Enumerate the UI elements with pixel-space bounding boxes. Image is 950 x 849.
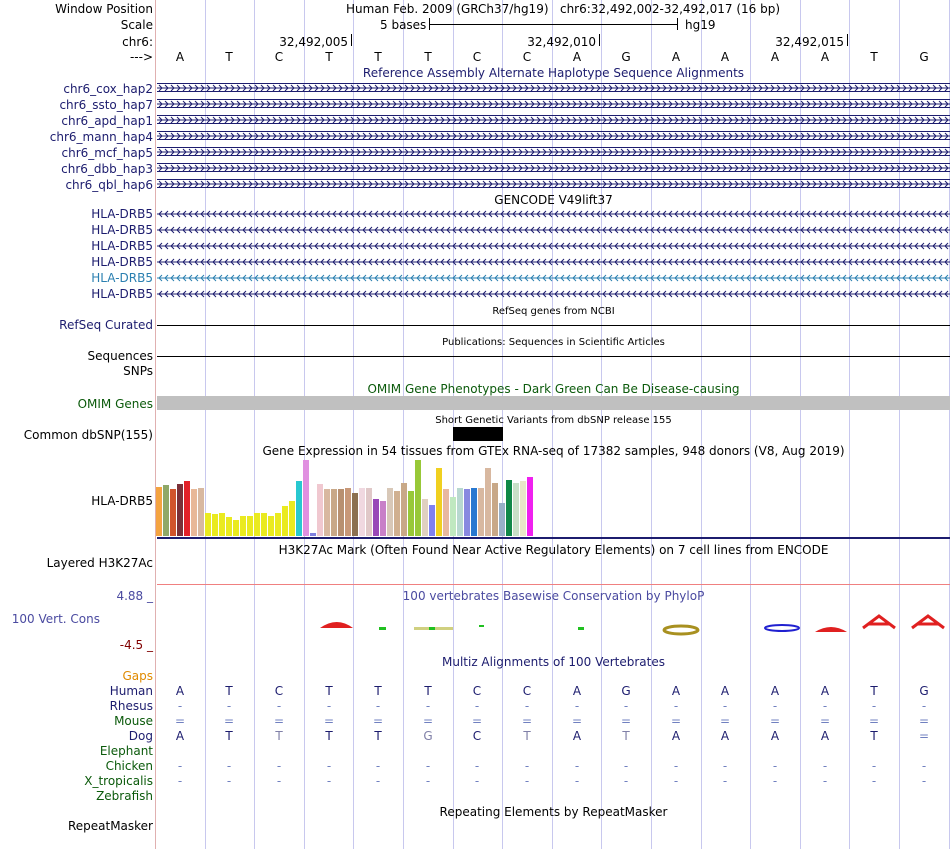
gtex-tissue-bar[interactable] (163, 485, 169, 536)
alignment-base: - (177, 699, 183, 713)
gtex-tissue-bar[interactable] (289, 501, 295, 536)
coordinate-tick (847, 34, 848, 46)
gtex-tissue-bar[interactable] (436, 468, 442, 536)
phylop-track-label[interactable]: 100 Vert. Cons (11, 612, 100, 626)
phylop-max-label: 4.88 _ (116, 589, 153, 603)
alignment-base: - (474, 759, 480, 773)
reference-base: A (820, 50, 830, 64)
gtex-tissue-bar[interactable] (401, 483, 407, 536)
reference-base: C (472, 50, 482, 64)
gtex-tissue-bar[interactable] (268, 516, 274, 536)
gtex-baseline (157, 537, 950, 539)
strand-label: ---> (129, 50, 153, 64)
alignment-base: - (226, 759, 232, 773)
species-label[interactable]: X_tropicalis (84, 774, 153, 788)
alignment-base: T (275, 729, 283, 743)
reference-base: C (522, 50, 532, 64)
alignment-base: - (921, 759, 927, 773)
alt-haplotype-block (157, 163, 950, 172)
gtex-tissue-bar[interactable] (240, 516, 246, 536)
alignment-base: - (326, 699, 332, 713)
reference-base: T (225, 50, 233, 64)
alignment-base: - (375, 774, 381, 788)
alignment-base: - (326, 759, 332, 773)
chrom-label: chr6: (122, 35, 153, 49)
gencode-transcript[interactable] (157, 290, 950, 298)
phylop-track-title[interactable]: 100 vertebrates Basewise Conservation by PhyloP (402, 589, 705, 603)
scale-bar (429, 24, 678, 25)
alt-haplotype-label[interactable]: chr6_qbl_hap6 (65, 178, 153, 192)
alt-haplotype-track-title[interactable]: Reference Assembly Alternate Haplotype Sequence Alignments (362, 66, 745, 80)
alignment-base: A (175, 729, 185, 743)
alignment-base: A (720, 684, 730, 698)
alignment-base: - (673, 699, 679, 713)
alignment-base: = (571, 714, 583, 728)
gencode-transcript[interactable] (157, 242, 950, 250)
gtex-tissue-bar[interactable] (359, 488, 365, 536)
alignment-base: - (722, 699, 728, 713)
phylop-min-label: -4.5 _ (119, 638, 153, 652)
alignment-base: A (671, 729, 681, 743)
gencode-gene-label[interactable]: HLA-DRB5 (91, 255, 153, 269)
gtex-tissue-bar[interactable] (394, 491, 400, 536)
gtex-tissue-bar[interactable] (387, 488, 393, 536)
alignment-base: - (276, 759, 282, 773)
alignment-base: = (918, 729, 930, 743)
gtex-tissue-bar[interactable] (527, 477, 533, 536)
phylop-a-glyph (815, 627, 847, 632)
gtex-tissue-bar[interactable] (205, 513, 211, 536)
gtex-tissue-bar[interactable] (184, 481, 190, 536)
gtex-tissue-bar[interactable] (310, 533, 316, 536)
multiz-track-title[interactable]: Multiz Alignments of 100 Vertebrates (441, 655, 666, 669)
species-label[interactable]: Dog (128, 729, 153, 743)
phylop-a-glyph (320, 622, 353, 628)
phylop-c-glyph (664, 626, 698, 634)
alignment-base: A (720, 729, 730, 743)
alignment-base: A (175, 684, 185, 698)
gtex-track-title[interactable]: Gene Expression in 54 tissues from GTEx RNA-seq of 17382 samples, 948 donors (V8, Aug 2019) (262, 444, 845, 458)
gtex-expression-chart[interactable] (156, 458, 536, 536)
gtex-tissue-bar[interactable] (177, 484, 183, 536)
phylop-t-glyph (578, 627, 584, 630)
phylop-a-glyph (912, 616, 944, 628)
gtex-tissue-bar[interactable] (520, 481, 526, 536)
coordinate-label: 32,492,015 (775, 35, 844, 49)
alignment-base: T (374, 684, 382, 698)
gencode-gene-label[interactable]: HLA-DRB5 (91, 207, 153, 221)
gtex-tissue-bar[interactable] (324, 489, 330, 536)
gencode-track-title[interactable]: GENCODE V49lift37 (494, 193, 613, 207)
gtex-tissue-bar[interactable] (506, 480, 512, 536)
alignment-base: T (424, 684, 432, 698)
alt-haplotype-block (157, 115, 950, 124)
gtex-tissue-bar[interactable] (429, 505, 435, 536)
alignment-base: - (722, 774, 728, 788)
alignment-base: - (574, 774, 580, 788)
alignment-base: - (474, 699, 480, 713)
alignment-base: - (226, 774, 232, 788)
reference-base: T (870, 50, 878, 64)
reference-base: C (274, 50, 284, 64)
gtex-tissue-bar[interactable] (380, 501, 386, 536)
alignment-base: = (819, 714, 831, 728)
alignment-base: - (425, 699, 431, 713)
scale-bar-right-tick (677, 18, 678, 30)
gtex-tissue-bar[interactable] (443, 489, 449, 536)
alignment-base: - (574, 699, 580, 713)
gtex-tissue-bar[interactable] (485, 468, 491, 536)
coordinate-tick (599, 34, 600, 46)
alignment-base: - (822, 759, 828, 773)
snps-label[interactable]: SNPs (123, 364, 153, 378)
gtex-tissue-bar[interactable] (317, 484, 323, 536)
alignment-base: T (870, 729, 878, 743)
alignment-base: A (770, 684, 780, 698)
gtex-tissue-bar[interactable] (478, 488, 484, 536)
scale-label: Scale (120, 18, 153, 32)
repeatmasker-track-title[interactable]: Repeating Elements by RepeatMasker (439, 805, 668, 819)
gtex-tissue-bar[interactable] (408, 491, 414, 536)
repeatmasker-track-label[interactable]: RepeatMasker (67, 819, 153, 833)
alignment-base: = (719, 714, 731, 728)
alignment-base: - (772, 699, 778, 713)
alignment-base: - (524, 759, 530, 773)
alignment-base: = (868, 714, 880, 728)
alignment-base: - (871, 759, 877, 773)
reference-base: A (671, 50, 681, 64)
coordinate-label: 32,492,005 (279, 35, 348, 49)
gtex-tissue-bar[interactable] (296, 481, 302, 536)
species-label[interactable]: Chicken (105, 759, 153, 773)
refseq-track-title[interactable]: RefSeq genes from NCBI (492, 306, 615, 317)
alignment-base: A (671, 684, 681, 698)
gtex-tissue-bar[interactable] (275, 513, 281, 536)
reference-base: T (325, 50, 333, 64)
alt-haplotype-label[interactable]: chr6_ssto_hap7 (59, 98, 153, 112)
refseq-track-line (157, 325, 950, 326)
species-label[interactable]: Mouse (114, 714, 153, 728)
dbsnp-track-label[interactable]: Common dbSNP(155) (23, 428, 153, 442)
omim-track-label[interactable]: OMIM Genes (77, 397, 153, 411)
alignment-base: = (918, 714, 930, 728)
publications-track-label[interactable]: Sequences (87, 349, 153, 363)
gtex-tissue-bar[interactable] (513, 483, 519, 536)
alignment-base: = (521, 714, 533, 728)
gencode-transcript[interactable] (157, 258, 950, 266)
gtex-tissue-bar[interactable] (499, 503, 505, 536)
gtex-tissue-bar[interactable] (226, 517, 232, 536)
alignment-base: = (471, 714, 483, 728)
alignment-base: - (921, 699, 927, 713)
alt-haplotype-block (157, 179, 950, 188)
gtex-tissue-bar[interactable] (422, 499, 428, 536)
gtex-gene-label[interactable]: HLA-DRB5 (91, 494, 153, 508)
alignment-base: - (921, 774, 927, 788)
alt-haplotype-label[interactable]: chr6_apd_hap1 (61, 114, 153, 128)
alignment-base: - (474, 774, 480, 788)
alignment-base: A (572, 729, 582, 743)
alignment-base: - (276, 774, 282, 788)
gencode-gene-label[interactable]: HLA-DRB5 (91, 287, 153, 301)
alignment-base: - (524, 699, 530, 713)
alt-haplotype-label[interactable]: chr6_mcf_hap5 (61, 146, 153, 160)
alt-haplotype-label[interactable]: chr6_mann_hap4 (49, 130, 153, 144)
reference-base: A (572, 50, 582, 64)
alignment-base: G (919, 684, 929, 698)
omim-track-title[interactable]: OMIM Gene Phenotypes - Dark Green Can Be Disease-causing (367, 382, 740, 396)
alignment-base: - (871, 774, 877, 788)
alignment-base: = (273, 714, 285, 728)
gtex-tissue-bar[interactable] (219, 513, 225, 536)
alignment-base: G (621, 684, 631, 698)
gtex-tissue-bar[interactable] (233, 520, 239, 536)
alignment-base: - (375, 759, 381, 773)
alignment-base: T (374, 729, 382, 743)
refseq-track-label[interactable]: RefSeq Curated (59, 318, 153, 332)
alignment-base: = (769, 714, 781, 728)
gtex-tissue-bar[interactable] (450, 497, 456, 536)
gtex-tissue-bar[interactable] (464, 489, 470, 536)
reference-base: A (175, 50, 185, 64)
alt-haplotype-block (157, 147, 950, 156)
alignment-base: = (372, 714, 384, 728)
db-label: hg19 (685, 18, 716, 32)
alignment-base: = (223, 714, 235, 728)
alignment-base: T (325, 684, 333, 698)
gtex-tissue-bar[interactable] (457, 488, 463, 536)
window-position-value: chr6:32,492,002-32,492,017 (16 bp) (559, 2, 781, 16)
alt-haplotype-block (157, 83, 950, 92)
alt-haplotype-block (157, 99, 950, 108)
alignment-base: - (623, 759, 629, 773)
gtex-tissue-bar[interactable] (282, 506, 288, 536)
alignment-base: C (472, 684, 482, 698)
reference-base: A (720, 50, 730, 64)
gaps-label[interactable]: Gaps (122, 669, 153, 683)
dbsnp-track-title[interactable]: Short Genetic Variants from dbSNP release 155 (435, 415, 672, 426)
alt-haplotype-label[interactable]: chr6_dbb_hap3 (61, 162, 153, 176)
gtex-tissue-bar[interactable] (331, 489, 337, 536)
reference-base: G (621, 50, 631, 64)
gtex-tissue-bar[interactable] (198, 488, 204, 536)
alignment-base: - (177, 774, 183, 788)
h3k27ac-track-label[interactable]: Layered H3K27Ac (46, 556, 153, 570)
alignment-base: - (623, 774, 629, 788)
species-label[interactable]: Zebrafish (96, 789, 153, 803)
alignment-base: - (276, 699, 282, 713)
gtex-tissue-bar[interactable] (212, 514, 218, 536)
alignment-base: A (820, 729, 830, 743)
window-position-label: Window Position (55, 2, 153, 16)
alignment-base: A (572, 684, 582, 698)
alignment-base: T (225, 729, 233, 743)
alignment-base: - (772, 774, 778, 788)
gtex-tissue-bar[interactable] (352, 493, 358, 536)
alignment-base: A (770, 729, 780, 743)
species-label[interactable]: Elephant (99, 744, 153, 758)
assembly-title (346, 2, 780, 16)
alignment-base: C (274, 684, 284, 698)
alignment-base: = (620, 714, 632, 728)
phylop-t-glyph (379, 627, 386, 630)
coordinate-tick (351, 34, 352, 46)
alignment-base: T (325, 729, 333, 743)
alignment-base: - (673, 759, 679, 773)
alignment-base: - (524, 774, 530, 788)
gtex-tissue-bar[interactable] (247, 516, 253, 536)
reference-base: T (424, 50, 432, 64)
coordinate-label: 32,492,010 (527, 35, 596, 49)
h3k27ac-track-title[interactable]: H3K27Ac Mark (Often Found Near Active Regulatory Elements) on 7 cell lines from ENCODE (278, 543, 829, 557)
phylop-t-glyph (479, 625, 484, 627)
alignment-base: = (323, 714, 335, 728)
species-label[interactable]: Human (109, 684, 153, 698)
gencode-transcript[interactable] (157, 226, 950, 234)
gencode-transcript[interactable] (157, 210, 950, 218)
alignment-base: T (523, 729, 531, 743)
alignment-base: T (622, 729, 630, 743)
phylop-g-glyph (765, 625, 799, 631)
publications-track-line (157, 356, 950, 357)
alignment-base: - (425, 774, 431, 788)
gtex-tissue-bar[interactable] (303, 460, 309, 536)
gtex-tissue-bar[interactable] (156, 487, 162, 536)
alt-haplotype-block (157, 131, 950, 140)
h3k27ac-signal-line (157, 584, 950, 585)
gtex-tissue-bar[interactable] (492, 483, 498, 536)
gtex-tissue-bar[interactable] (191, 489, 197, 536)
gencode-transcript[interactable] (157, 274, 950, 282)
gtex-tissue-bar[interactable] (373, 499, 379, 536)
gencode-gene-label[interactable]: HLA-DRB5 (91, 223, 153, 237)
alignment-base: = (422, 714, 434, 728)
alignment-base: = (670, 714, 682, 728)
gencode-gene-label[interactable]: HLA-DRB5 (91, 271, 153, 285)
reference-base: G (919, 50, 929, 64)
alignment-base: - (722, 759, 728, 773)
label-divider (155, 0, 156, 849)
gencode-gene-label[interactable]: HLA-DRB5 (91, 239, 153, 253)
alignment-base: C (472, 729, 482, 743)
alignment-base: - (177, 759, 183, 773)
alignment-base: - (871, 699, 877, 713)
alt-haplotype-label[interactable]: chr6_cox_hap2 (63, 82, 153, 96)
alignment-base: = (174, 714, 186, 728)
species-label[interactable]: Rhesus (109, 699, 153, 713)
scale-text: 5 bases (380, 18, 427, 32)
alignment-base: C (522, 684, 532, 698)
alignment-base: T (870, 684, 878, 698)
reference-base: T (374, 50, 382, 64)
alignment-base: - (673, 774, 679, 788)
alignment-base: G (423, 729, 433, 743)
alignment-base: - (574, 759, 580, 773)
alignment-base: - (425, 759, 431, 773)
gtex-tissue-bar[interactable] (366, 488, 372, 536)
gtex-tissue-bar[interactable] (415, 460, 421, 536)
omim-feature-bar[interactable] (157, 396, 950, 410)
alignment-base: - (772, 759, 778, 773)
gtex-tissue-bar[interactable] (345, 488, 351, 536)
alignment-base: - (822, 774, 828, 788)
alignment-base: - (623, 699, 629, 713)
alignment-base: T (225, 684, 233, 698)
assembly-name: Human Feb. 2009 (GRCh37/hg19) (346, 2, 549, 16)
gtex-tissue-bar[interactable] (170, 489, 176, 536)
alignment-base: - (822, 699, 828, 713)
gtex-tissue-bar[interactable] (254, 513, 260, 536)
gtex-tissue-bar[interactable] (471, 488, 477, 536)
phylop-logo[interactable] (157, 612, 950, 638)
reference-base: A (770, 50, 780, 64)
alignment-base: A (820, 684, 830, 698)
publications-track-title[interactable]: Publications: Sequences in Scientific Articles (442, 337, 665, 348)
phylop-a-glyph (863, 616, 895, 628)
phylop-t-glyph (429, 627, 435, 630)
alignment-base: - (226, 699, 232, 713)
dbsnp-variant-feature[interactable] (453, 427, 503, 441)
gtex-tissue-bar[interactable] (338, 489, 344, 536)
alignment-base: - (375, 699, 381, 713)
scale-bar-left-tick (429, 18, 430, 30)
alignment-base: - (326, 774, 332, 788)
gtex-tissue-bar[interactable] (261, 513, 267, 536)
